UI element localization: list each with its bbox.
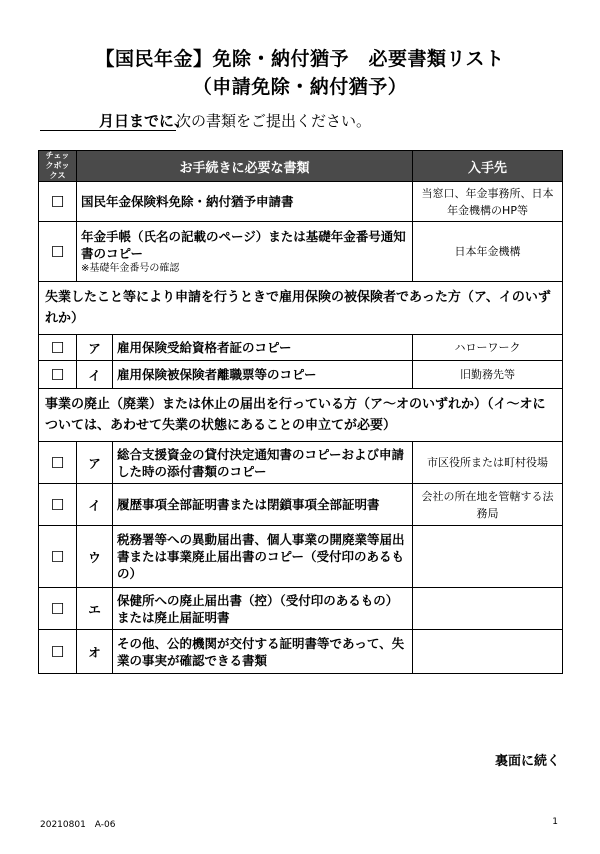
checkbox[interactable]: ☐ xyxy=(39,630,77,674)
document-item: 雇用保険被保険者離職票等のコピー xyxy=(113,361,413,389)
document-item: 保健所への廃止届出書（控）（受付印のあるもの）または廃止届証明書 xyxy=(113,588,413,630)
document-title: 【国民年金】免除・納付猶予 必要書類リスト xyxy=(95,48,505,70)
document-item: 税務署等への異動届出書、個人事業の開廃業等届出書または事業廃止届出書のコピー（受付印のあるもの） xyxy=(113,526,413,588)
document-item xyxy=(77,222,413,282)
document-item-note: ※基礎年金番号の確認 xyxy=(81,263,180,274)
document-source: 当窓口、年金事務所、日本年金機構のHP等 xyxy=(413,182,563,222)
option-letter: エ xyxy=(77,588,113,630)
section-heading-row xyxy=(39,389,563,442)
section-heading: 失業したこと等により申請を行うときで雇用保険の被保険者であった方（ア、イのいずれか） xyxy=(39,282,563,335)
table-row xyxy=(39,630,563,674)
document-source: 日本年金機構 xyxy=(413,222,563,282)
day-blank[interactable]: 日までに、 xyxy=(114,112,190,130)
checkbox[interactable]: ☐ xyxy=(39,222,77,282)
table-row xyxy=(39,361,563,389)
month-blank[interactable]: 月 xyxy=(40,110,114,131)
option-letter: ウ xyxy=(77,526,113,588)
option-letter: ア xyxy=(77,442,113,484)
page-number: 1 xyxy=(552,817,558,827)
option-letter: オ xyxy=(77,630,113,674)
checkbox[interactable]: ☐ xyxy=(39,335,77,361)
table-row xyxy=(39,526,563,588)
checkbox[interactable]: ☐ xyxy=(39,361,77,389)
documents-column-header: お手続きに必要な書類 xyxy=(77,151,413,182)
option-letter: イ xyxy=(77,361,113,389)
table-row xyxy=(39,335,563,361)
section-heading: 事業の廃止（廃業）または休止の届出を行っている方（ア～オのいずれか）（イ～オについては、あわせて失業の状態にあることの申立てが必要） xyxy=(39,389,563,442)
source-column-header: 入手先 xyxy=(413,151,563,182)
document-source xyxy=(413,526,563,588)
check-column-header: チェックボックス xyxy=(39,151,77,182)
document-source xyxy=(413,588,563,630)
document-source: 旧勤務先等 xyxy=(413,361,563,389)
table-row xyxy=(39,182,563,222)
table-header-row xyxy=(39,151,563,182)
document-source: 市区役所または町村役場 xyxy=(413,442,563,484)
table-row xyxy=(39,484,563,526)
required-documents-table xyxy=(38,150,563,674)
checkbox[interactable]: ☐ xyxy=(39,182,77,222)
document-item: 総合支援資金の貸付決定通知書のコピーおよび申請した時の添付書類のコピー xyxy=(113,442,413,484)
section-heading-row xyxy=(39,282,563,335)
table-row xyxy=(39,442,563,484)
document-item: その他、公的機関が交付する証明書等であって、失業の事実が確認できる書類 xyxy=(113,630,413,674)
option-letter: ア xyxy=(77,335,113,361)
document-code: 20210801 A-06 xyxy=(40,820,116,830)
deadline-text: 次の書類をご提出ください。 xyxy=(176,112,372,130)
document-source: 会社の所在地を管轄する法務局 xyxy=(413,484,563,526)
document-source: ハローワーク xyxy=(413,335,563,361)
checkbox[interactable]: ☐ xyxy=(39,526,77,588)
document-source xyxy=(413,630,563,674)
document-item: 雇用保険受給資格者証のコピー xyxy=(113,335,413,361)
checkbox[interactable]: ☐ xyxy=(39,484,77,526)
document-item-text: 年金手帳（氏名の記載のページ）または基礎年金番号通知書のコピー xyxy=(81,229,406,261)
document-item: 国民年金保険料免除・納付猶予申請書 xyxy=(77,182,413,222)
checkbox[interactable]: ☐ xyxy=(39,588,77,630)
continued-on-back-note: 裏面に続く xyxy=(494,754,560,769)
table-row xyxy=(39,222,563,282)
option-letter: イ xyxy=(77,484,113,526)
document-item: 履歴事項全部証明書または閉鎖事項全部証明書 xyxy=(113,484,413,526)
table-row xyxy=(39,588,563,630)
document-subtitle: （申請免除・納付猶予） xyxy=(192,76,408,98)
checkbox[interactable]: ☐ xyxy=(39,442,77,484)
deadline-line xyxy=(40,110,371,131)
